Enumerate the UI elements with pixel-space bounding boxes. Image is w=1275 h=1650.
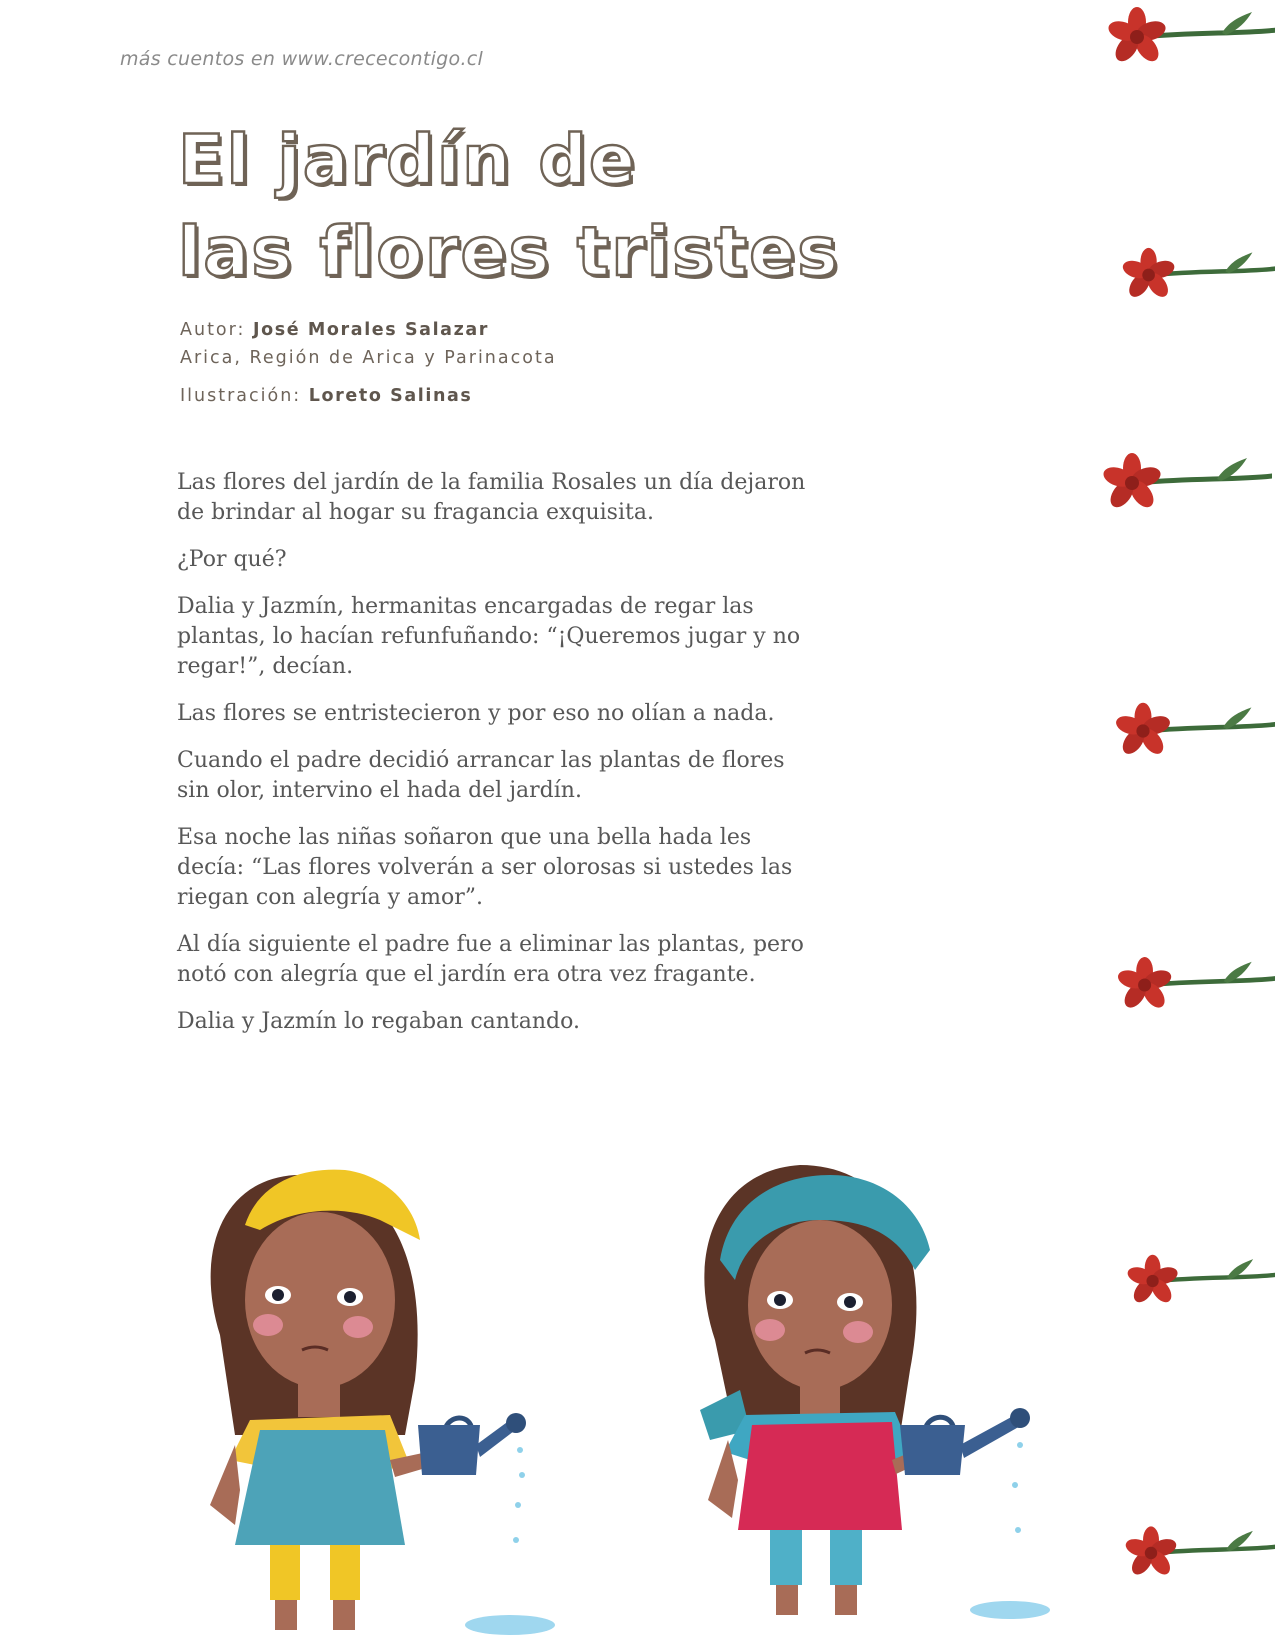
story-paragraph: Dalia y Jazmín lo regaban cantando. <box>177 1009 580 1034</box>
author-location: Arica, Región de Arica y Parinacota <box>180 348 557 368</box>
story-paragraph: Al día siguiente el padre fue a eliminar las plantas, pero notó con alegría que el jardín era otra vez fragante. <box>177 932 804 987</box>
header-link[interactable]: más cuentos en www.crececontigo.cl <box>120 48 484 70</box>
author-line <box>180 316 557 344</box>
title-line-1: El jardín de <box>178 121 638 200</box>
author-label: Autor: <box>180 320 246 340</box>
illustration-label: Ilustración: <box>180 386 302 406</box>
author-name: José Morales Salazar <box>253 320 490 340</box>
red-flower-icon <box>1110 696 1275 766</box>
story-paragraph: Las flores del jardín de la familia Rosales un día dejaron de brindar al hogar su fragancia exquisita. <box>177 470 806 525</box>
story-text <box>177 468 817 1054</box>
girl-illustration <box>180 1145 600 1645</box>
story-paragraph: Esa noche las niñas soñaron que una bella hada les decía: “Las flores volverán a ser olorosas si ustedes las riegan con alegría y amor”. <box>177 825 793 910</box>
title-line-2: las flores tristes <box>178 213 840 292</box>
story-paragraph: Las flores se entristecieron y por eso no olían a nada. <box>177 701 775 726</box>
girl-illustration <box>680 1140 1100 1645</box>
red-flower-icon <box>1112 950 1275 1020</box>
red-flower-icon <box>1102 2 1275 72</box>
illustrator-name: Loreto Salinas <box>308 386 473 406</box>
story-paragraph: Dalia y Jazmín, hermanitas encargadas de regar las plantas, lo hacían refunfuñando: “¡Queremos jugar y no regar!”, decían. <box>177 594 801 679</box>
page-title <box>178 115 840 299</box>
story-paragraph: Cuando el padre decidió arrancar las plantas de flores sin olor, intervino el hada del jardín. <box>177 748 785 803</box>
red-flower-icon <box>1117 240 1275 310</box>
credits <box>180 316 557 410</box>
red-flower-icon <box>1120 1518 1275 1588</box>
illustration-line <box>180 382 557 410</box>
red-flower-icon <box>1097 448 1272 518</box>
story-paragraph: ¿Por qué? <box>177 547 287 572</box>
red-flower-icon <box>1122 1246 1275 1316</box>
